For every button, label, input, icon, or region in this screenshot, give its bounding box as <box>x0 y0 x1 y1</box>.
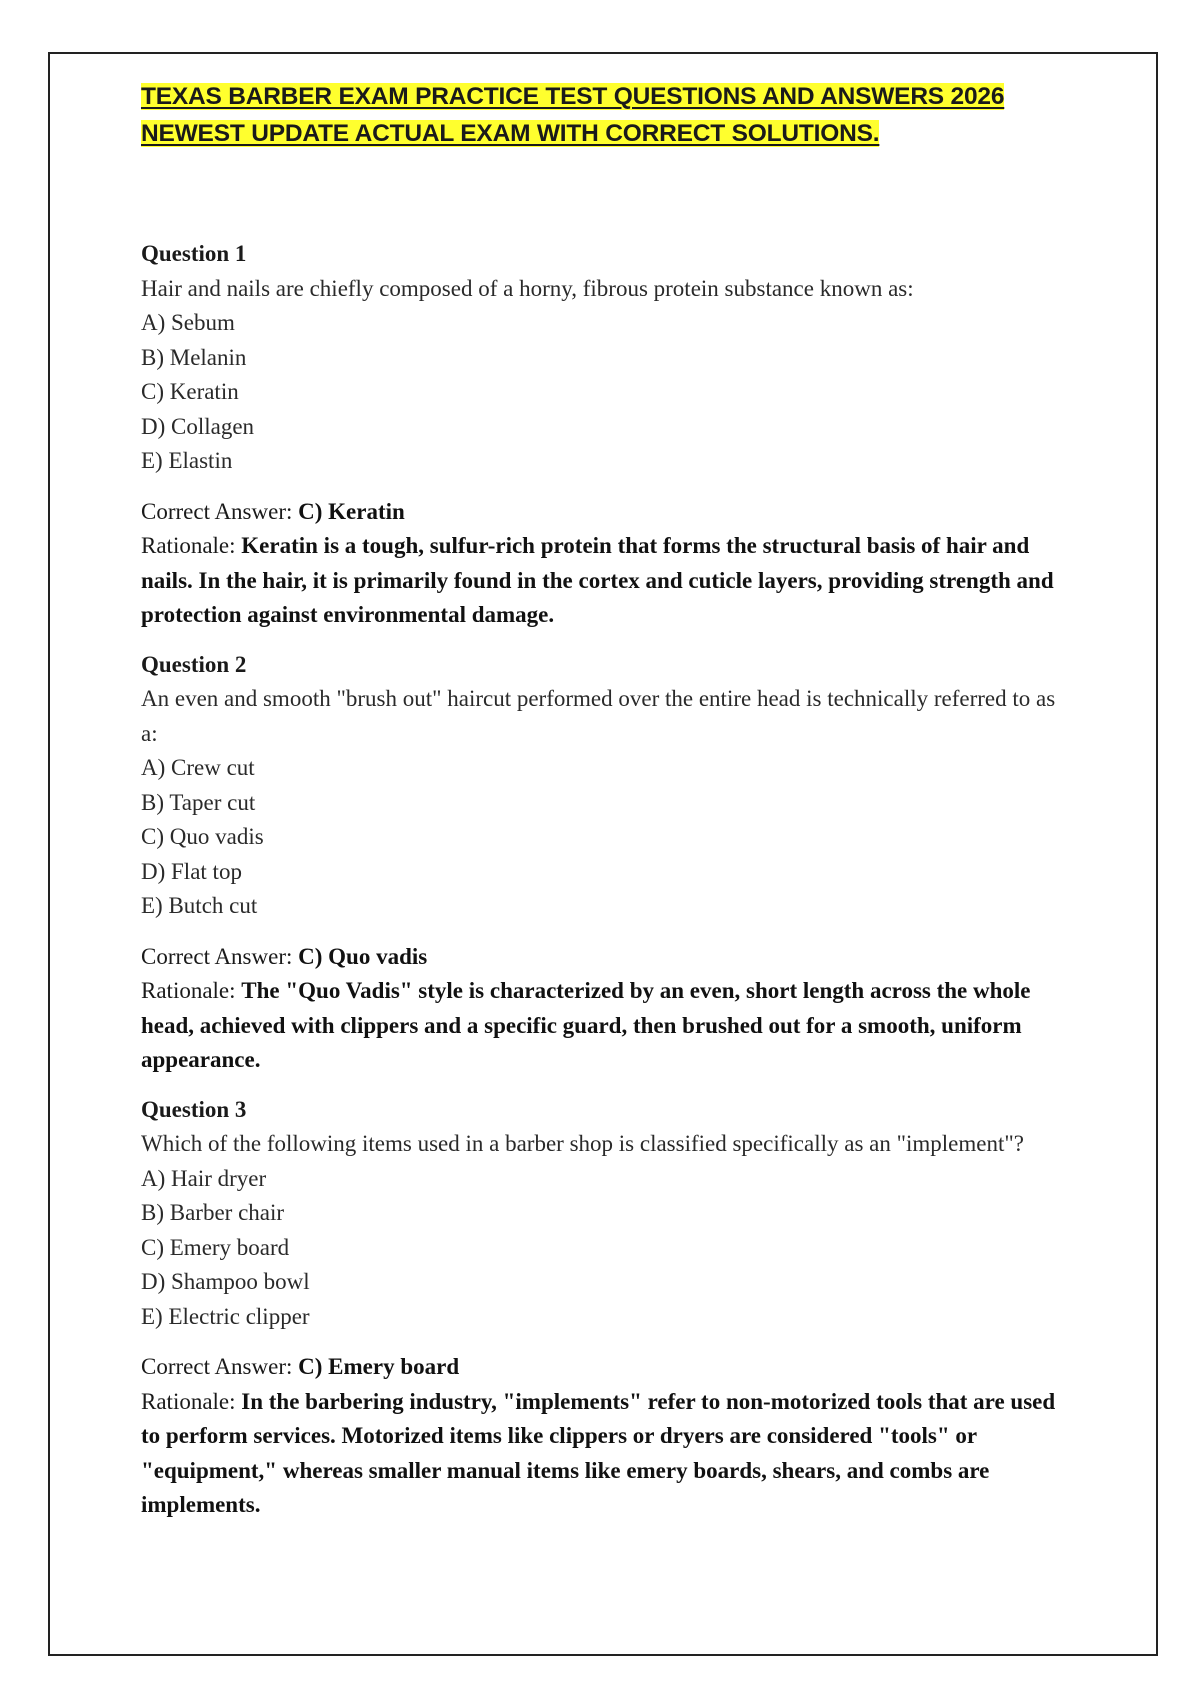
document-title-text: TEXAS BARBER EXAM PRACTICE TEST QUESTIONS AND ANSWERS 2026 NEWEST UPDATE ACTUAL EXAM WITH CORRECT SOLUTIONS. <box>141 83 1005 147</box>
option-list <box>141 306 1071 479</box>
question-text: Hair and nails are chiefly composed of a horny, fibrous protein substance known as: <box>141 275 914 301</box>
correct-answer <box>141 940 1071 975</box>
correct-answer <box>141 495 1071 530</box>
option-item: E) Butch cut <box>141 893 258 918</box>
option-list <box>141 751 1071 924</box>
answer-label: Correct Answer: <box>141 498 293 524</box>
document-title <box>141 78 1071 152</box>
option-list <box>141 1162 1071 1335</box>
rationale <box>141 974 1071 1078</box>
answer-label: Correct Answer: <box>141 943 293 969</box>
option-item: C) Quo vadis <box>141 824 264 849</box>
question-heading: Question 3 <box>141 1096 247 1122</box>
option-item: D) Flat top <box>141 858 242 884</box>
question-block <box>141 237 1071 633</box>
rationale-label: Rationale: <box>141 533 236 558</box>
rationale <box>141 529 1071 633</box>
rationale <box>141 1385 1071 1523</box>
option-item: A) Crew cut <box>141 755 255 780</box>
question-list <box>141 237 1071 1523</box>
document-body <box>141 78 1071 1538</box>
option-item: C) Emery board <box>141 1234 290 1260</box>
rationale-label: Rationale: <box>141 1388 236 1414</box>
rationale-text: Keratin is a tough, sulfur-rich protein that forms the structural basis of hair and nails. In the hair, it is primarily found in the cortex and cuticle layers, providing strength and protection against environmental damage. <box>141 533 1054 627</box>
question-heading: Question 2 <box>141 651 247 677</box>
rationale-text: In the barbering industry, "implements" refer to non-motorized tools that are used to perform services. Motorized items like clippers or dryers are considered "tools" or "equipment," whereas smaller manual items like emery boards, shears, and combs are implements. <box>141 1388 1056 1517</box>
option-item: D) Shampoo bowl <box>141 1269 310 1294</box>
option-item: D) Collagen <box>141 413 255 439</box>
option-item: B) Barber chair <box>141 1200 285 1225</box>
answer-value: C) Keratin <box>298 498 405 524</box>
rationale-text: The "Quo Vadis" style is characterized by an even, short length across the whole head, achieved with clippers and a specific guard, then brushed out for a smooth, uniform appearance. <box>141 978 1031 1072</box>
answer-value: C) Emery board <box>298 1354 460 1379</box>
correct-answer <box>141 1350 1071 1385</box>
question-block <box>141 1093 1071 1523</box>
question-block <box>141 648 1071 1078</box>
question-text: An even and smooth "brush out" haircut performed over the entire head is technically referred to as a: <box>141 686 1056 746</box>
question-text: Which of the following items used in a barber shop is classified specifically as an "implement"? <box>141 1131 1024 1156</box>
option-item: A) Hair dryer <box>141 1165 267 1191</box>
option-item: C) Keratin <box>141 379 239 404</box>
answer-label: Correct Answer: <box>141 1354 293 1379</box>
option-item: B) Taper cut <box>141 789 256 815</box>
option-item: E) Electric clipper <box>141 1303 310 1329</box>
option-item: A) Sebum <box>141 310 235 335</box>
question-heading: Question 1 <box>141 241 247 266</box>
option-item: E) Elastin <box>141 448 233 473</box>
answer-value: C) Quo vadis <box>298 943 428 969</box>
option-item: B) Melanin <box>141 344 247 370</box>
rationale-label: Rationale: <box>141 978 236 1003</box>
